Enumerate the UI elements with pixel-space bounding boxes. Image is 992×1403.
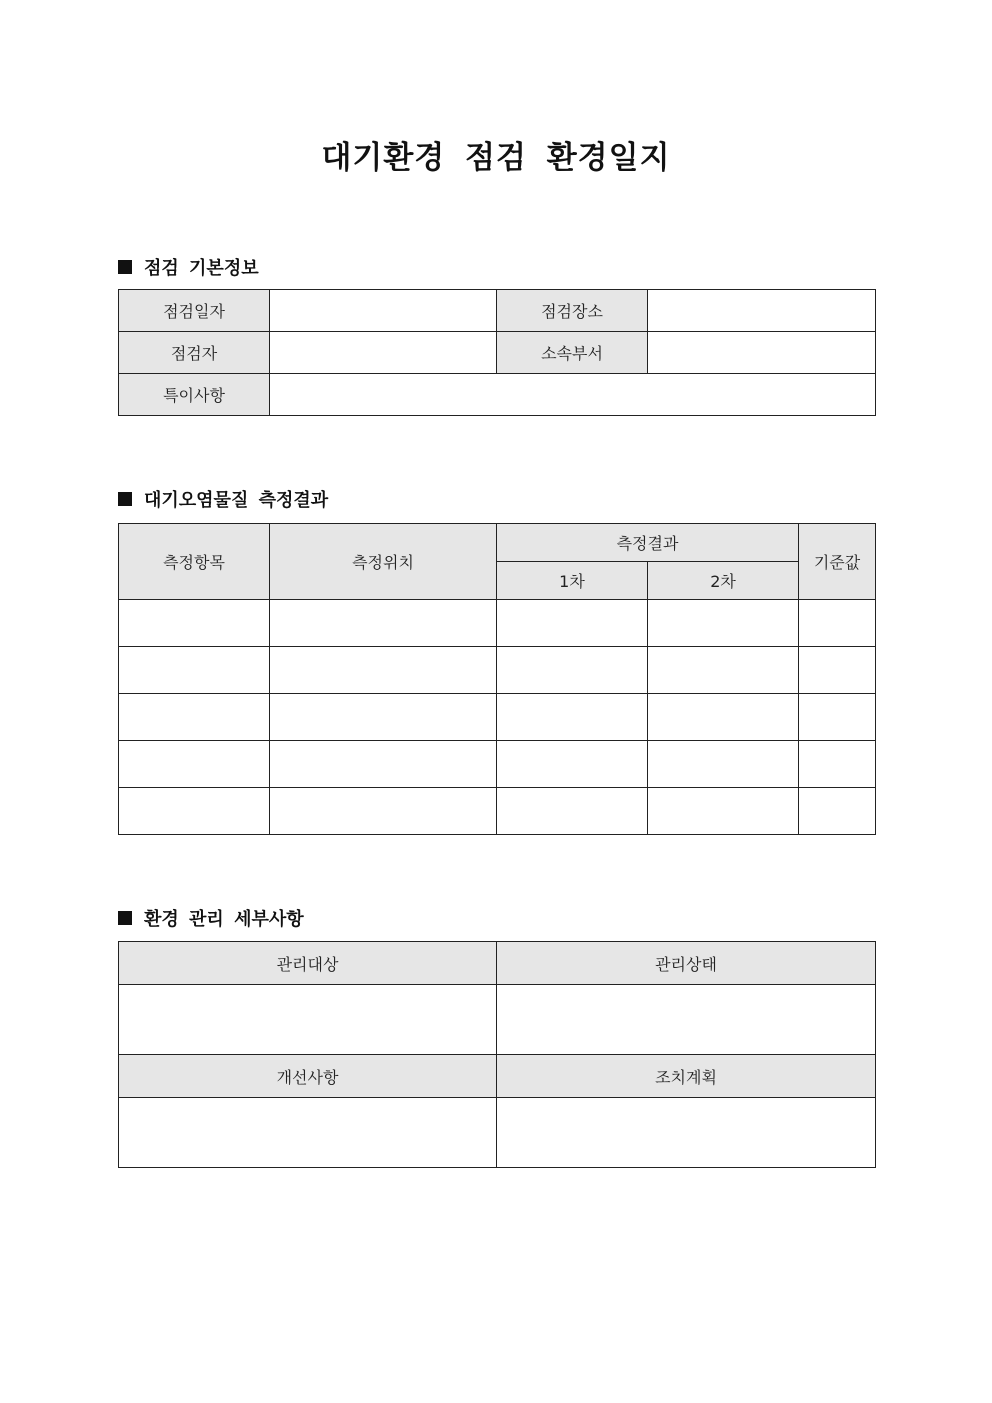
- column-header-item: 측정항목: [119, 524, 270, 600]
- remarks-field[interactable]: [270, 374, 876, 416]
- section-heading-label: 점검 기본정보: [144, 258, 259, 279]
- inspection-place-field[interactable]: [648, 290, 876, 332]
- square-bullet-icon: [118, 260, 132, 274]
- square-bullet-icon: [118, 911, 132, 925]
- table-row: [119, 374, 876, 416]
- management-status-field[interactable]: [497, 985, 876, 1055]
- standard-cell[interactable]: [799, 741, 876, 788]
- table-header-row: [119, 942, 876, 985]
- department-field[interactable]: [648, 332, 876, 374]
- table-header-row: [119, 1055, 876, 1098]
- table-row: [119, 694, 876, 741]
- table-row: [119, 290, 876, 332]
- table-row: [119, 985, 876, 1055]
- management-target-label: 관리대상: [119, 942, 497, 985]
- standard-cell[interactable]: [799, 788, 876, 835]
- section-heading-basic-info: [118, 254, 259, 280]
- inspection-date-label: 점검일자: [119, 290, 270, 332]
- table-row: [119, 1098, 876, 1168]
- second-result-cell[interactable]: [648, 600, 799, 647]
- second-result-cell[interactable]: [648, 741, 799, 788]
- column-header-location: 측정위치: [270, 524, 497, 600]
- first-result-cell[interactable]: [497, 788, 648, 835]
- management-target-field[interactable]: [119, 985, 497, 1055]
- column-header-second: 2차: [648, 562, 799, 600]
- first-result-cell[interactable]: [497, 694, 648, 741]
- second-result-cell[interactable]: [648, 694, 799, 741]
- location-cell[interactable]: [270, 694, 497, 741]
- first-result-cell[interactable]: [497, 600, 648, 647]
- table-row: [119, 741, 876, 788]
- basic-info-table: [118, 289, 876, 416]
- table-header-row: [119, 524, 876, 562]
- first-result-cell[interactable]: [497, 647, 648, 694]
- table-row: [119, 600, 876, 647]
- column-header-result: 측정결과: [497, 524, 799, 562]
- standard-cell[interactable]: [799, 694, 876, 741]
- location-cell[interactable]: [270, 600, 497, 647]
- document-title: 대기환경 점검 환경일지: [321, 140, 671, 176]
- square-bullet-icon: [118, 492, 132, 506]
- action-plan-field[interactable]: [497, 1098, 876, 1168]
- action-plan-label: 조치계획: [497, 1055, 876, 1098]
- section-heading-measurement: [118, 486, 328, 512]
- inspector-label: 점검자: [119, 332, 270, 374]
- management-table: [118, 941, 876, 1168]
- first-result-cell[interactable]: [497, 741, 648, 788]
- second-result-cell[interactable]: [648, 788, 799, 835]
- item-cell[interactable]: [119, 741, 270, 788]
- column-header-standard: 기준값: [799, 524, 876, 600]
- column-header-first: 1차: [497, 562, 648, 600]
- item-cell[interactable]: [119, 600, 270, 647]
- section-heading-management: [118, 905, 304, 931]
- inspection-date-field[interactable]: [270, 290, 497, 332]
- location-cell[interactable]: [270, 788, 497, 835]
- section-heading-label: 대기오염물질 측정결과: [144, 490, 329, 511]
- table-row: [119, 788, 876, 835]
- item-cell[interactable]: [119, 694, 270, 741]
- management-status-label: 관리상태: [497, 942, 876, 985]
- inspection-place-label: 점검장소: [497, 290, 648, 332]
- standard-cell[interactable]: [799, 600, 876, 647]
- table-row: [119, 332, 876, 374]
- section-heading-label: 환경 관리 세부사항: [144, 909, 304, 930]
- inspector-field[interactable]: [270, 332, 497, 374]
- measurement-table: [118, 523, 876, 835]
- standard-cell[interactable]: [799, 647, 876, 694]
- improvements-field[interactable]: [119, 1098, 497, 1168]
- location-cell[interactable]: [270, 647, 497, 694]
- table-row: [119, 647, 876, 694]
- item-cell[interactable]: [119, 647, 270, 694]
- second-result-cell[interactable]: [648, 647, 799, 694]
- improvements-label: 개선사항: [119, 1055, 497, 1098]
- item-cell[interactable]: [119, 788, 270, 835]
- remarks-label: 특이사항: [119, 374, 270, 416]
- location-cell[interactable]: [270, 741, 497, 788]
- department-label: 소속부서: [497, 332, 648, 374]
